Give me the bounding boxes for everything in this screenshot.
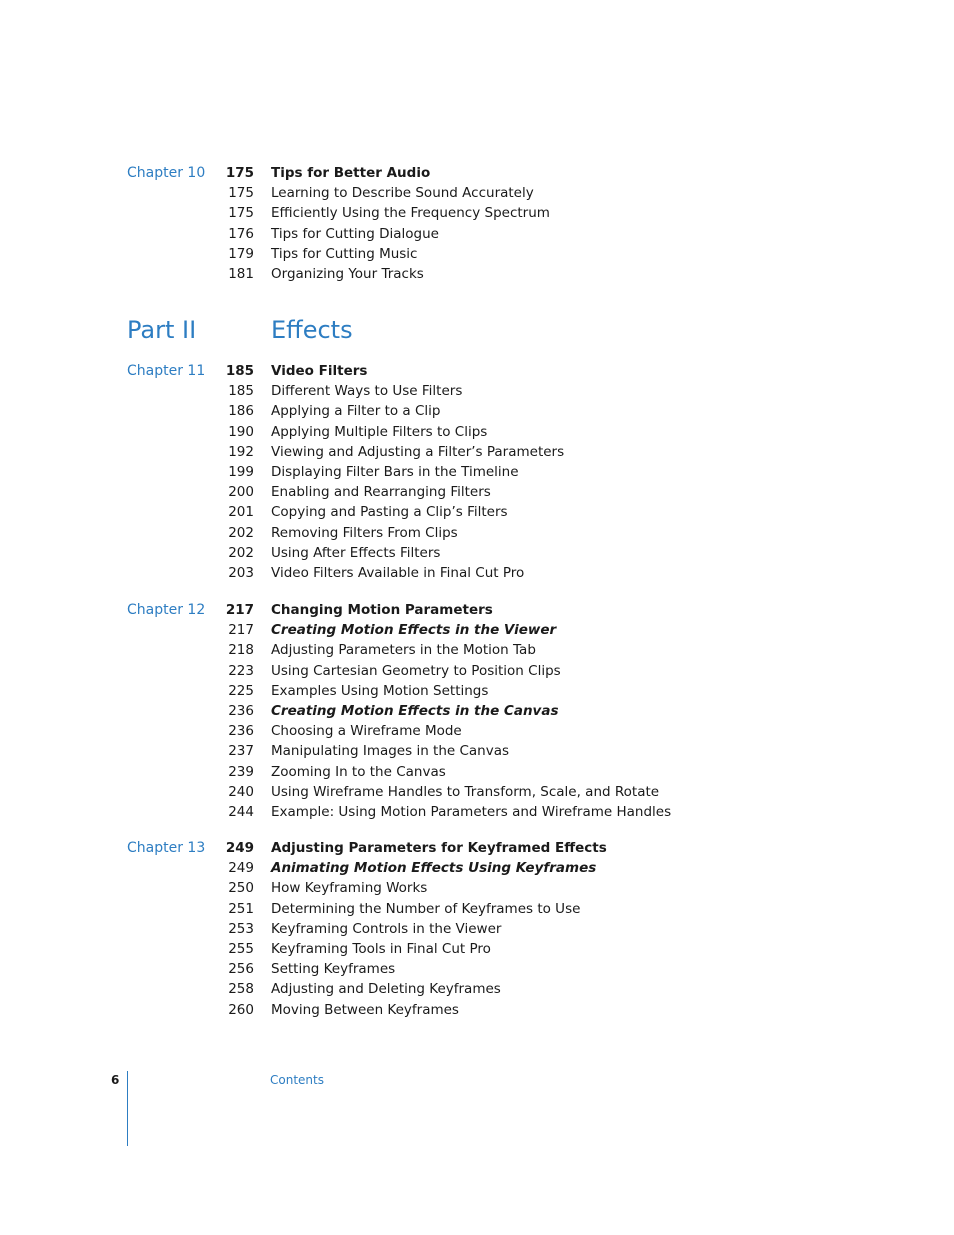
toc-entry-title: Creating Motion Effects in the Canvas bbox=[271, 703, 559, 719]
toc-entry-page: 239 bbox=[228, 763, 254, 780]
toc-entry-title: Removing Filters From Clips bbox=[271, 524, 458, 541]
toc-entry[interactable] bbox=[0, 838, 954, 858]
toc-entry-page: 192 bbox=[228, 443, 254, 460]
toc-entry[interactable] bbox=[0, 183, 954, 203]
toc-entry-page: 250 bbox=[228, 880, 254, 897]
toc-entry-page: 253 bbox=[228, 920, 254, 937]
toc-entry-page: 201 bbox=[228, 504, 254, 521]
toc-entry[interactable] bbox=[0, 661, 954, 681]
chapter-label[interactable]: Chapter 10 bbox=[127, 165, 206, 181]
toc-entry-title: Enabling and Rearranging Filters bbox=[271, 484, 491, 501]
toc-entry-title: Copying and Pasting a Clip’s Filters bbox=[271, 504, 508, 521]
footer-page-number: 6 bbox=[111, 1073, 120, 1087]
toc-entry-page: 258 bbox=[228, 981, 254, 998]
chapter-label[interactable]: Chapter 12 bbox=[127, 602, 206, 618]
toc-entry-page: 249 bbox=[228, 860, 254, 877]
toc-entry[interactable] bbox=[0, 899, 954, 919]
toc-entry[interactable] bbox=[0, 721, 954, 741]
toc-entry-title: Adjusting and Deleting Keyframes bbox=[271, 981, 501, 998]
toc-entry-title: Different Ways to Use Filters bbox=[271, 383, 463, 400]
toc-entry-page: 240 bbox=[228, 783, 254, 800]
toc-entry[interactable] bbox=[0, 741, 954, 761]
toc-entry-page: 202 bbox=[228, 544, 254, 561]
toc-entry-title: Tips for Cutting Music bbox=[271, 245, 418, 262]
toc-entry-title: Setting Keyframes bbox=[271, 961, 396, 978]
toc-entry-title: Examples Using Motion Settings bbox=[271, 682, 489, 699]
toc-entry-title: Displaying Filter Bars in the Timeline bbox=[271, 464, 519, 480]
toc-entry[interactable] bbox=[0, 1000, 954, 1020]
toc-entry[interactable] bbox=[0, 203, 954, 223]
toc-entry-page: 179 bbox=[228, 245, 254, 262]
toc-entry-title: Keyframing Tools in Final Cut Pro bbox=[271, 941, 491, 957]
toc-entry-title: Changing Motion Parameters bbox=[271, 602, 493, 618]
toc-entry-page: 176 bbox=[228, 225, 254, 242]
toc-entry-page: 217 bbox=[225, 602, 254, 618]
toc-entry[interactable] bbox=[0, 163, 954, 183]
toc-entry-page: 181 bbox=[228, 266, 254, 282]
toc-entry[interactable] bbox=[0, 919, 954, 939]
toc-entry-title: Tips for Better Audio bbox=[271, 165, 431, 181]
toc-entry-title: Zooming In to the Canvas bbox=[271, 763, 446, 780]
toc-entry[interactable] bbox=[0, 361, 954, 381]
toc-entry[interactable] bbox=[0, 979, 954, 999]
toc-entry[interactable] bbox=[0, 701, 954, 721]
toc-entry-page: 236 bbox=[228, 723, 254, 740]
toc-entry-page: 190 bbox=[228, 423, 254, 440]
toc-entry[interactable] bbox=[0, 640, 954, 660]
chapter-label[interactable]: Chapter 13 bbox=[127, 840, 206, 856]
toc-entry[interactable] bbox=[0, 563, 954, 583]
toc-entry[interactable] bbox=[0, 482, 954, 502]
toc-entry-title: Using After Effects Filters bbox=[271, 544, 441, 561]
toc-entry-page: 217 bbox=[228, 622, 254, 639]
toc-entry-title: Learning to Describe Sound Accurately bbox=[271, 185, 534, 202]
part-title: Effects bbox=[271, 316, 353, 344]
toc-entry-title: Applying Multiple Filters to Clips bbox=[271, 423, 488, 440]
toc-entry-title: Tips for Cutting Dialogue bbox=[271, 225, 439, 242]
toc-entry-title: Applying a Filter to a Clip bbox=[271, 403, 441, 420]
toc-entry[interactable] bbox=[0, 543, 954, 563]
toc-entry-title: How Keyframing Works bbox=[271, 880, 428, 897]
toc-entry-title: Organizing Your Tracks bbox=[271, 266, 424, 282]
toc-entry-title: Creating Motion Effects in the Viewer bbox=[271, 622, 557, 639]
toc-entry-title: Adjusting Parameters for Keyframed Effects bbox=[271, 840, 607, 856]
toc-entry-page: 255 bbox=[228, 941, 254, 957]
footer-rule bbox=[127, 1071, 128, 1146]
toc-entry-page: 203 bbox=[228, 565, 254, 581]
toc-entry[interactable] bbox=[0, 802, 954, 822]
toc-entry[interactable] bbox=[0, 939, 954, 959]
toc-entry-page: 202 bbox=[228, 524, 254, 541]
part-label: Part II bbox=[127, 316, 197, 344]
toc-entry-page: 225 bbox=[228, 682, 254, 699]
toc-entry[interactable] bbox=[0, 442, 954, 462]
toc-entry-title: Determining the Number of Keyframes to Use bbox=[271, 900, 581, 917]
toc-entry-title: Keyframing Controls in the Viewer bbox=[271, 920, 502, 937]
toc-entry[interactable] bbox=[0, 858, 954, 878]
footer-section-title: Contents bbox=[270, 1073, 324, 1087]
toc-entry-page: 223 bbox=[228, 662, 254, 679]
toc-entry-page: 199 bbox=[228, 464, 254, 480]
toc-entry[interactable] bbox=[0, 600, 954, 620]
toc-entry[interactable] bbox=[0, 224, 954, 244]
toc-entry-page: 200 bbox=[228, 484, 254, 501]
toc-entry-page: 260 bbox=[228, 1001, 254, 1018]
toc-entry[interactable] bbox=[0, 878, 954, 898]
toc-entry-title: Animating Motion Effects Using Keyframes bbox=[271, 860, 597, 877]
toc-entry-title: Example: Using Motion Parameters and Wireframe Handles bbox=[271, 804, 672, 820]
toc-entry[interactable] bbox=[0, 244, 954, 264]
toc-entry-page: 175 bbox=[225, 165, 254, 181]
toc-entry[interactable] bbox=[0, 422, 954, 442]
toc-entry-page: 175 bbox=[228, 205, 254, 222]
toc-entry-title: Moving Between Keyframes bbox=[271, 1001, 459, 1018]
toc-entry[interactable] bbox=[0, 959, 954, 979]
toc-entry-title: Adjusting Parameters in the Motion Tab bbox=[271, 642, 536, 659]
toc-entry-page: 256 bbox=[228, 961, 254, 978]
toc-entry[interactable] bbox=[0, 523, 954, 543]
toc-entry-page: 237 bbox=[228, 743, 254, 760]
toc-entry[interactable] bbox=[0, 681, 954, 701]
chapter-label[interactable]: Chapter 11 bbox=[127, 363, 206, 379]
toc-entry[interactable] bbox=[0, 782, 954, 802]
toc-entry-page: 185 bbox=[228, 383, 254, 400]
toc-entry[interactable] bbox=[0, 381, 954, 401]
toc-entry-title: Choosing a Wireframe Mode bbox=[271, 723, 462, 740]
toc-entry[interactable] bbox=[0, 401, 954, 421]
toc-entry-title: Video Filters bbox=[271, 363, 368, 379]
toc-entry-title: Manipulating Images in the Canvas bbox=[271, 743, 510, 760]
toc-entry-page: 244 bbox=[228, 804, 254, 820]
toc-entry[interactable] bbox=[0, 462, 954, 482]
toc-entry[interactable] bbox=[0, 762, 954, 782]
toc-entry[interactable] bbox=[0, 620, 954, 640]
toc-entry-page: 175 bbox=[228, 185, 254, 202]
toc-entry-title: Using Wireframe Handles to Transform, Scale, and Rotate bbox=[271, 783, 660, 800]
toc-entry-title: Viewing and Adjusting a Filter’s Parameters bbox=[271, 443, 565, 460]
toc-entry-page: 218 bbox=[228, 642, 254, 659]
toc-entry-page: 185 bbox=[225, 363, 254, 379]
toc-entry-title: Efficiently Using the Frequency Spectrum bbox=[271, 205, 550, 222]
toc-entry-page: 236 bbox=[228, 703, 254, 719]
toc-entry-page: 251 bbox=[228, 900, 254, 917]
toc-entry-page: 186 bbox=[228, 403, 254, 420]
toc-entry-title: Video Filters Available in Final Cut Pro bbox=[271, 565, 525, 581]
toc-entry[interactable] bbox=[0, 264, 954, 284]
toc-entry[interactable] bbox=[0, 502, 954, 522]
toc-entry-title: Using Cartesian Geometry to Position Clips bbox=[271, 662, 561, 679]
toc-entry-page: 249 bbox=[225, 840, 254, 856]
